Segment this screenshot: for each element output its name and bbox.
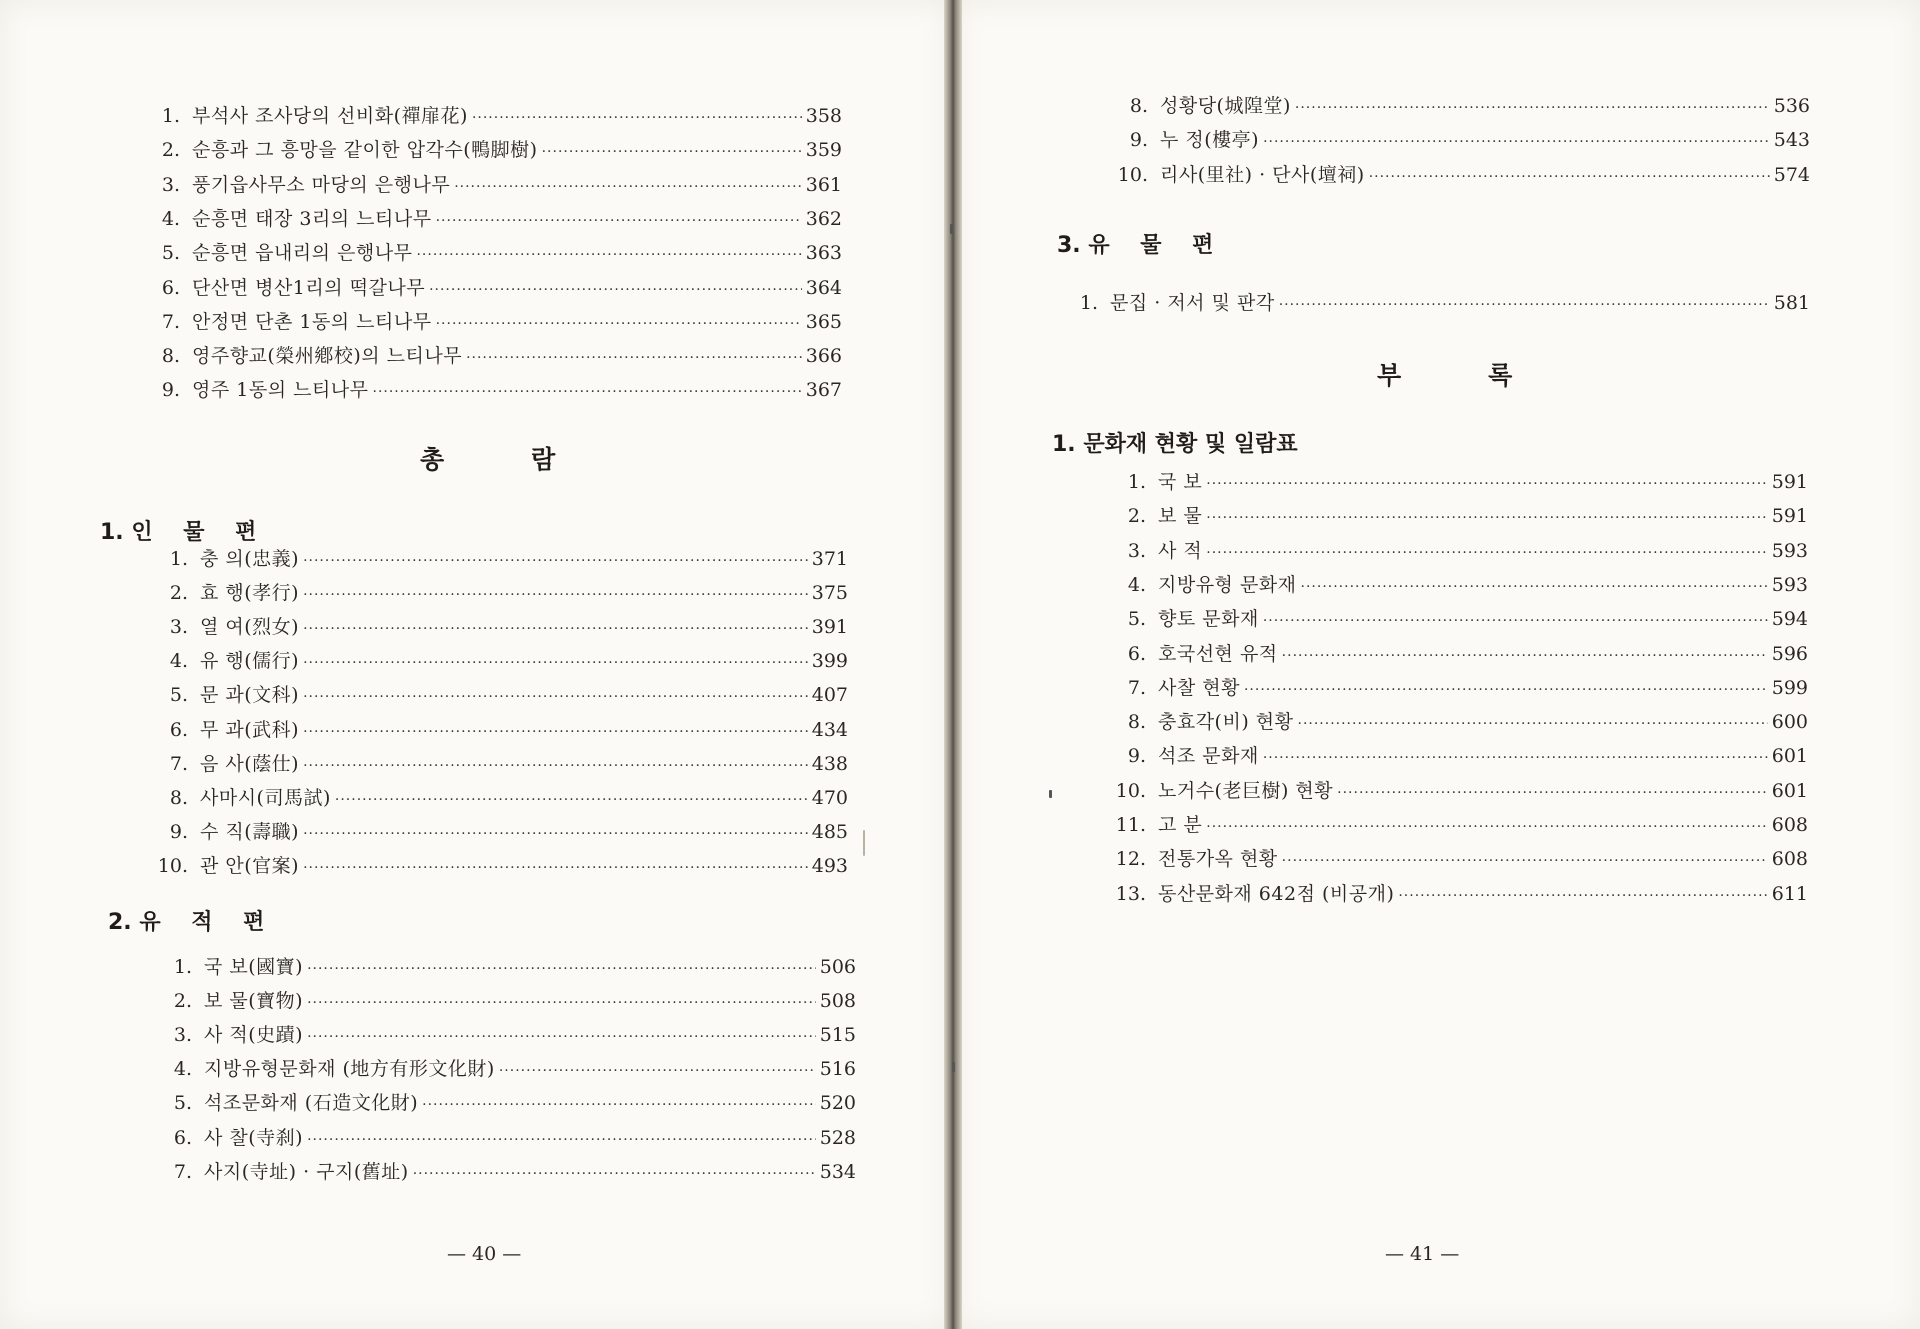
toc-entry-page: 407 [811, 684, 848, 707]
scan-speck [952, 1062, 955, 1072]
toc-entry-number: 6. [1127, 642, 1146, 665]
dot-leader [303, 549, 808, 573]
toc-entry-number: 7. [173, 1160, 192, 1183]
toc-entry-page: 391 [811, 616, 848, 639]
dot-leader [303, 651, 808, 675]
toc-entry-title: 순흥과 그 흥망을 같이한 압각수(鴨脚樹) [192, 139, 538, 162]
toc-entry-title: 보 물 [1158, 505, 1203, 528]
dot-leader [1206, 815, 1767, 839]
toc-entry-page: 594 [1771, 608, 1808, 631]
dot-leader [1206, 506, 1767, 530]
toc-entry [140, 752, 848, 778]
toc-entry [1098, 539, 1808, 565]
toc-entry-number: 1. [1079, 292, 1098, 314]
toc-entry-number: 7. [161, 310, 180, 333]
dot-leader [307, 957, 816, 981]
toc-entry-page: 593 [1771, 539, 1808, 562]
dot-leader [303, 685, 808, 709]
dot-leader [1301, 575, 1768, 599]
toc-entry-page: 608 [1771, 814, 1808, 836]
page-number-right: — 41 — [1385, 1243, 1460, 1265]
toc-entry-page: 358 [805, 105, 842, 127]
toc-entry-number: 9. [169, 820, 188, 843]
toc-entry-title: 고 분 [1158, 814, 1203, 836]
book-gutter [944, 0, 962, 1329]
toc-entry-title: 석조문화재 (石造文化財) [204, 1092, 419, 1115]
toc-entry-page: 611 [1771, 882, 1808, 905]
dot-leader [1298, 712, 1768, 736]
toc-entry-page: 366 [805, 345, 842, 368]
dot-leader [542, 140, 802, 164]
toc-entry-page: 543 [1773, 129, 1810, 152]
dot-leader [1206, 541, 1767, 565]
toc-entry-page: 600 [1771, 711, 1808, 734]
toc-heading-relics: 3. 유 물 편 [1057, 233, 1214, 258]
dot-leader [1263, 130, 1770, 154]
toc-entry [140, 241, 842, 267]
toc-entry-number: 3. [1127, 539, 1146, 562]
dot-leader [1282, 849, 1768, 873]
toc-entry [140, 649, 848, 675]
scan-speck [863, 830, 865, 856]
toc-entry-title: 성황당(城隍堂) [1160, 95, 1291, 117]
toc-entry-page: 528 [819, 1126, 856, 1149]
toc-entry-title: 노거수(老巨樹) 현황 [1158, 779, 1334, 802]
dot-leader [422, 1093, 816, 1117]
appendix-title: 부 록 [1377, 361, 1513, 390]
dot-leader [1295, 96, 1770, 120]
toc-entry-number: 7. [1127, 676, 1146, 699]
toc-entry-page: 375 [811, 582, 848, 605]
toc-entry [140, 207, 842, 233]
toc-entry-page: 365 [805, 310, 842, 333]
toc-entry-number: 2. [169, 582, 188, 605]
toc-entry-page: 601 [1771, 745, 1808, 768]
toc-entry-title: 향토 문화재 [1158, 608, 1259, 631]
toc-entry-number: 3. [161, 173, 180, 196]
toc-entry-number: 8. [161, 345, 180, 368]
toc-entry-title: 영주향교(榮州鄕校)의 느티나무 [192, 345, 463, 368]
toc-entry-title: 충효각(비) 현황 [1158, 711, 1294, 734]
toc-entry-number: 4. [161, 207, 180, 230]
toc-entry-number: 3. [173, 1024, 192, 1047]
toc-entry [140, 615, 848, 641]
dot-leader [1206, 472, 1767, 496]
toc-entry-page: 371 [811, 548, 848, 570]
toc-entry-number: 8. [1129, 95, 1148, 117]
toc-entry-number: 5. [1127, 608, 1146, 631]
toc-entry-page: 599 [1771, 676, 1808, 699]
toc-entry [140, 344, 842, 370]
toc-entry-title: 동산문화재 642점 (비공개) [1158, 882, 1395, 905]
toc-entry [1100, 163, 1810, 189]
toc-entry-title: 순흥면 읍내리의 은행나무 [192, 242, 413, 265]
toc-entry-title: 영주 1동의 느티나무 [192, 379, 369, 402]
toc-entry-page: 516 [819, 1058, 856, 1081]
toc-entry [1098, 710, 1808, 736]
toc-heading-people: 1. 인 물 편 [100, 520, 257, 545]
dot-leader [1279, 293, 1770, 317]
toc-entry-page: 362 [805, 207, 842, 230]
toc-entry-title: 사 찰(寺刹) [204, 1126, 304, 1149]
toc-entry [140, 547, 848, 573]
toc-entry [140, 718, 848, 744]
toc-entry-number: 6. [173, 1126, 192, 1149]
dot-leader [307, 1025, 816, 1049]
toc-entry [1058, 291, 1810, 317]
scan-speck [950, 224, 953, 234]
toc-entry [1098, 779, 1808, 805]
dot-leader [436, 312, 802, 336]
section-title-overview: 총 람 [420, 445, 556, 474]
toc-entry-number: 1. [1127, 471, 1146, 493]
toc-entry-title: 문 과(文科) [200, 684, 300, 707]
toc-entry-title: 석조 문화재 [1158, 745, 1259, 768]
toc-entry-page: 485 [811, 820, 848, 843]
toc-entry-page: 593 [1771, 573, 1808, 596]
dot-leader [472, 106, 802, 130]
dot-leader [303, 720, 808, 744]
dot-leader [1263, 746, 1768, 770]
dot-leader [1263, 609, 1768, 633]
dot-leader [307, 1128, 816, 1152]
toc-entry-number: 4. [169, 650, 188, 673]
toc-entry-page: 591 [1771, 471, 1808, 493]
toc-entry-number: 6. [161, 276, 180, 299]
toc-entry-title: 유 행(儒行) [200, 650, 300, 673]
toc-entry-title: 호국선현 유적 [1158, 642, 1278, 665]
toc-entry-number: 11. [1115, 814, 1146, 836]
scan-speck [1049, 790, 1052, 798]
toc-entry-title: 충 의(忠義) [200, 548, 300, 570]
toc-entry-number: 13. [1115, 882, 1146, 905]
page-number-left: — 40 — [447, 1243, 522, 1265]
toc-entry-title: 국 보(國寶) [204, 956, 304, 978]
toc-entry-page: 363 [805, 242, 842, 265]
dot-leader [303, 856, 808, 880]
toc-entry-page: 520 [819, 1092, 856, 1115]
toc-entry-number: 2. [161, 139, 180, 162]
dot-leader [416, 243, 801, 267]
dot-leader [1369, 165, 1770, 189]
toc-entry-title: 음 사(蔭仕) [200, 752, 300, 775]
toc-heading-cultural-assets: 1. 문화재 현황 및 일람표 [1052, 432, 1298, 457]
dot-leader [413, 1162, 816, 1186]
toc-entry-page: 493 [811, 854, 848, 877]
toc-entry [1100, 94, 1810, 120]
toc-entry-page: 601 [1771, 779, 1808, 802]
dot-leader [335, 788, 808, 812]
toc-entry [140, 820, 848, 846]
toc-entry-page: 438 [811, 752, 848, 775]
toc-entry-number: 1. [173, 956, 192, 978]
toc-entry-number: 3. [169, 616, 188, 639]
toc-entry-title: 문집 · 저서 및 판각 [1110, 292, 1275, 314]
toc-entry-title: 사지(寺址) · 구지(舊址) [204, 1160, 409, 1183]
dot-leader [303, 822, 808, 846]
toc-entry [1098, 573, 1808, 599]
toc-entry-title: 사 적 [1158, 539, 1203, 562]
toc-entry-title: 무 과(武科) [200, 718, 300, 741]
toc-entry-number: 8. [1127, 711, 1146, 734]
toc-entry [150, 1091, 856, 1117]
toc-entry-title: 수 직(壽職) [200, 820, 300, 843]
toc-entry-number: 1. [161, 105, 180, 127]
toc-entry [140, 173, 842, 199]
dot-leader [303, 583, 808, 607]
toc-entry [150, 1126, 856, 1152]
toc-entry-number: 6. [169, 718, 188, 741]
toc-entry [140, 310, 842, 336]
dot-leader [1398, 884, 1767, 908]
dot-leader [307, 991, 816, 1015]
toc-entry-page: 581 [1773, 292, 1810, 314]
toc-entry-number: 10. [1117, 163, 1148, 186]
toc-entry-title: 지방유형문화재 (地方有形文化財) [204, 1058, 495, 1081]
toc-entry [1100, 128, 1810, 154]
toc-entry [1098, 676, 1808, 702]
toc-entry-page: 359 [805, 139, 842, 162]
toc-entry-title: 안정면 단촌 1동의 느티나무 [192, 310, 432, 333]
toc-entry-page: 506 [819, 956, 856, 978]
toc-heading-heritage-sites: 2. 유 적 편 [108, 910, 265, 935]
toc-entry [1098, 642, 1808, 668]
toc-entry-page: 399 [811, 650, 848, 673]
toc-entry-page: 434 [811, 718, 848, 741]
toc-entry-number: 5. [161, 242, 180, 265]
toc-entry [140, 104, 842, 130]
dot-leader [373, 380, 802, 404]
toc-entry [140, 581, 848, 607]
toc-entry [150, 1023, 856, 1049]
toc-entry-number: 10. [157, 854, 188, 877]
toc-entry-title: 국 보 [1158, 471, 1203, 493]
toc-entry-title: 단산면 병산1리의 떡갈나무 [192, 276, 426, 299]
toc-entry-title: 전통가옥 현황 [1158, 848, 1278, 871]
toc-entry-number: 5. [173, 1092, 192, 1115]
toc-entry-page: 536 [1773, 95, 1810, 117]
toc-entry-page: 361 [805, 173, 842, 196]
toc-entry-page: 367 [805, 379, 842, 402]
toc-entry [140, 138, 842, 164]
toc-entry [1098, 847, 1808, 873]
toc-entry-page: 574 [1773, 163, 1810, 186]
toc-entry [150, 1057, 856, 1083]
toc-entry-number: 7. [169, 752, 188, 775]
toc-entry-number: 9. [1129, 129, 1148, 152]
toc-entry-number: 5. [169, 684, 188, 707]
toc-entry [1098, 813, 1808, 839]
toc-entry [140, 683, 848, 709]
dot-leader [1244, 678, 1768, 702]
toc-entry-number: 12. [1115, 848, 1146, 871]
dot-leader [466, 346, 802, 370]
toc-entry-number: 2. [173, 990, 192, 1013]
dot-leader [303, 754, 808, 778]
toc-entry-number: 9. [1127, 745, 1146, 768]
dot-leader [499, 1059, 816, 1083]
toc-entry-title: 사찰 현황 [1158, 676, 1240, 699]
toc-entry-title: 지방유형 문화재 [1158, 573, 1297, 596]
toc-entry-number: 4. [1127, 573, 1146, 596]
toc-entry-page: 596 [1771, 642, 1808, 665]
toc-entry-title: 관 안(官案) [200, 854, 300, 877]
toc-entry-title: 사 적(史蹟) [204, 1024, 304, 1047]
toc-entry-title: 리사(里社) · 단사(壇祠) [1160, 163, 1365, 186]
toc-entry [1098, 882, 1808, 908]
toc-entry-page: 591 [1771, 505, 1808, 528]
toc-entry-page: 470 [811, 786, 848, 809]
toc-entry [150, 1160, 856, 1186]
toc-entry-title: 부석사 조사당의 선비화(禪扉花) [192, 105, 468, 127]
toc-entry [140, 276, 842, 302]
toc-entry-page: 534 [819, 1160, 856, 1183]
dot-leader [436, 209, 802, 233]
dot-leader [303, 617, 808, 641]
toc-entry [150, 955, 856, 981]
toc-entry-title: 순흥면 태장 3리의 느티나무 [192, 207, 432, 230]
dot-leader [454, 175, 802, 199]
toc-entry-title: 풍기읍사무소 마당의 은행나무 [192, 173, 451, 196]
toc-entry [150, 989, 856, 1015]
toc-entry-page: 364 [805, 276, 842, 299]
toc-entry [140, 786, 848, 812]
toc-entry-title: 효 행(孝行) [200, 582, 300, 605]
toc-entry [140, 378, 842, 404]
toc-entry-page: 515 [819, 1024, 856, 1047]
toc-entry-title: 열 여(烈女) [200, 616, 300, 639]
toc-entry-number: 9. [161, 379, 180, 402]
toc-entry-number: 4. [173, 1058, 192, 1081]
toc-entry-title: 보 물(寶物) [204, 990, 304, 1013]
dot-leader [1282, 644, 1768, 668]
toc-entry [1098, 504, 1808, 530]
toc-entry [1098, 744, 1808, 770]
toc-entry-page: 508 [819, 990, 856, 1013]
toc-entry-number: 1. [169, 548, 188, 570]
toc-entry-page: 608 [1771, 848, 1808, 871]
dot-leader [1337, 781, 1768, 805]
toc-entry-number: 2. [1127, 505, 1146, 528]
toc-entry [1098, 470, 1808, 496]
dot-leader [429, 278, 802, 302]
toc-entry-title: 누 정(樓亭) [1160, 129, 1260, 152]
toc-entry [1098, 607, 1808, 633]
toc-entry [140, 854, 848, 880]
toc-entry-number: 10. [1115, 779, 1146, 802]
toc-entry-title: 사마시(司馬試) [200, 786, 331, 809]
toc-entry-number: 8. [169, 786, 188, 809]
